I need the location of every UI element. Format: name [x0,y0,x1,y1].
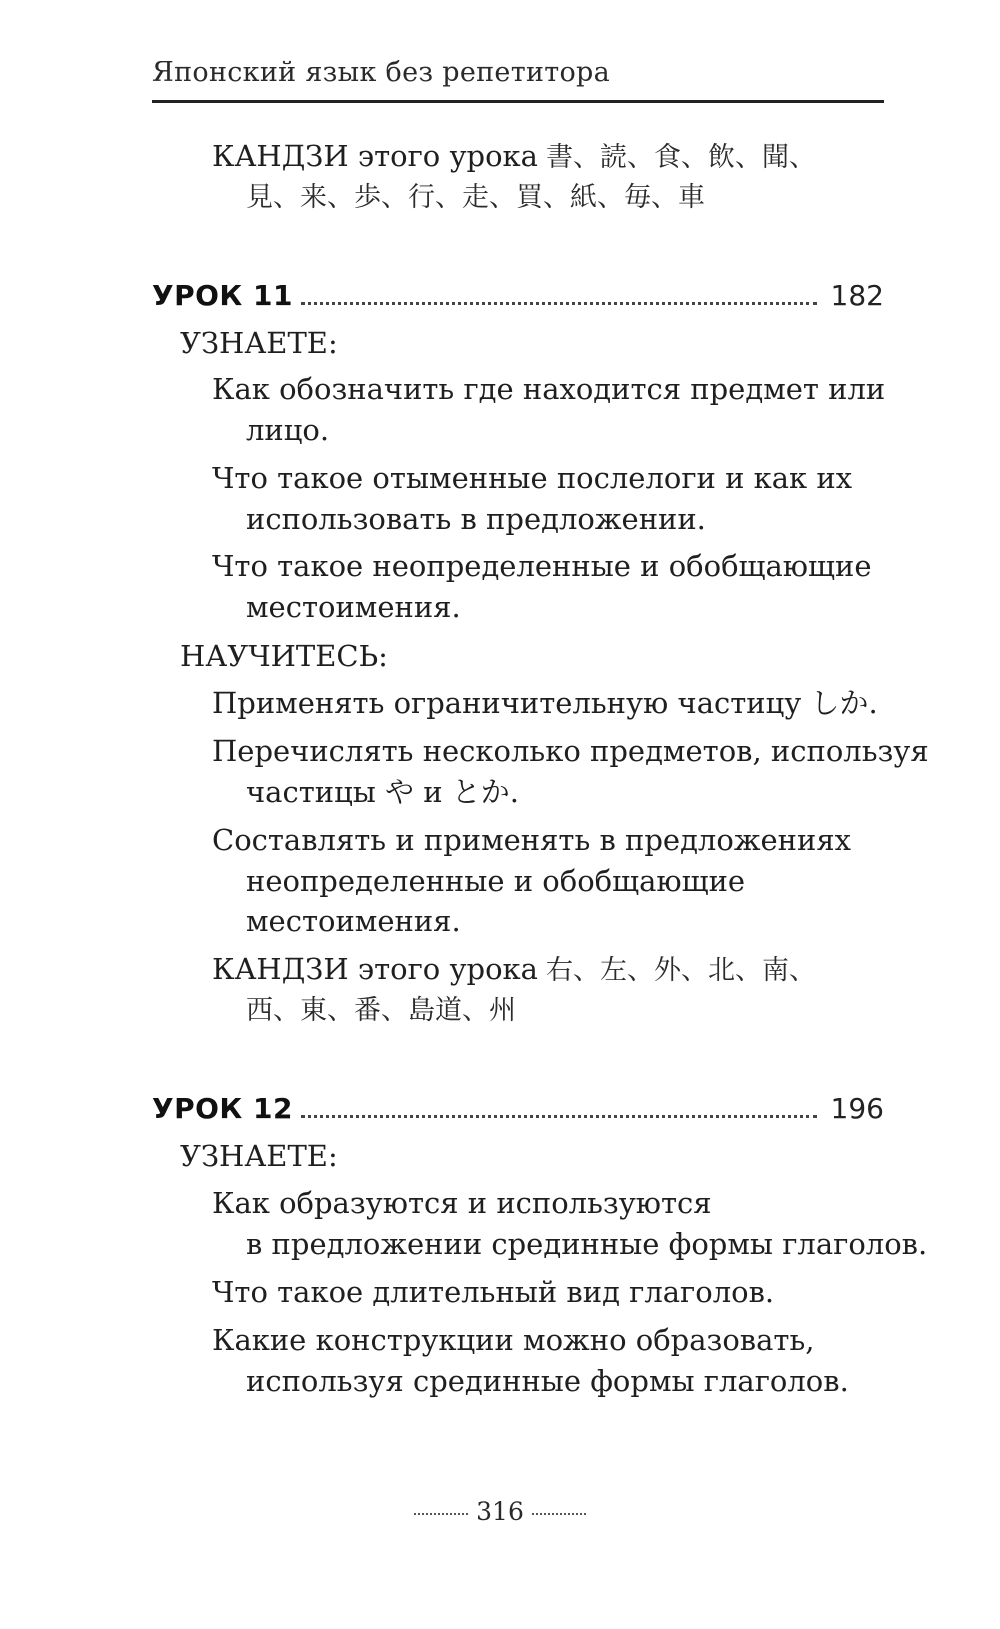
learn-item-line: Что такое неопределенные и обобщающие [212,549,872,583]
learn-item-line: лицо. [246,413,330,447]
learn-item-line: Какие конструкции можно образовать, [212,1323,815,1357]
kanji-label: КАНДЗИ этого урока [212,952,538,986]
lesson-title: УРОК 11 [152,279,294,312]
learn-heading: УЗНАЕТЕ: [180,1139,338,1173]
toc-entry-lesson-12[interactable] [152,1092,884,1125]
prev-kanji-line [212,139,816,173]
prev-kanji-label: КАНДЗИ этого урока [212,139,538,173]
learn-heading: УЗНАЕТЕ: [180,326,338,360]
learn-item-line: в предложении срединные формы глаголов. [246,1227,928,1261]
skill-item-line: неопределенные и обобщающие [246,864,746,898]
learn-item-line: Как образуются и используются [212,1186,712,1220]
learn-item-line: Что такое отыменные послелоги и как их [212,461,853,495]
learn-item-line: используя срединные формы глаголов. [246,1364,849,1398]
lesson-page-number: 196 [830,1092,884,1125]
prev-kanji-list-1: 書、読、食、飲、聞、 [545,142,816,173]
learn-item-line: местоимения. [246,590,461,624]
lesson-page-number: 182 [830,279,884,312]
page-footer [0,1497,1000,1526]
skill-item-line: Применять ограничительную частицу しか. [212,686,878,720]
leader-dots [301,1115,817,1118]
skill-item-line: частицы や и とか. [246,775,520,809]
skill-item-line: Составлять и применять в предложениях [212,823,851,857]
learn-item-line: Что такое длительный вид глаголов. [212,1275,775,1309]
running-header: Японский язык без репетитора [152,57,611,88]
header-rule [152,100,884,103]
skill-item-line: Перечислять несколько предметов, используя [212,734,929,768]
footer-dots-right [532,1513,586,1515]
learn-item-line: Как обозначить где находится предмет или [212,372,886,406]
kanji-list-1: 右、左、外、北、南、 [545,955,816,986]
lesson-title: УРОК 12 [152,1092,294,1125]
toc-entry-lesson-11[interactable] [152,279,884,312]
kanji-list-2: 西、東、番、島道、州 [246,995,516,1026]
learn-item-line: использовать в предложении. [246,502,706,536]
footer-dots-left [414,1513,468,1515]
kanji-line [212,952,816,986]
skills-heading: НАУЧИТЕСЬ: [180,639,388,673]
prev-kanji-list-2: 見、来、歩、行、走、買、紙、毎、車 [246,182,705,213]
page-number: 316 [476,1497,524,1526]
leader-dots [301,302,817,305]
prev-kanji-line-2 [246,182,705,211]
skill-item-line: местоимения. [246,904,461,938]
kanji-line-2 [246,995,516,1024]
